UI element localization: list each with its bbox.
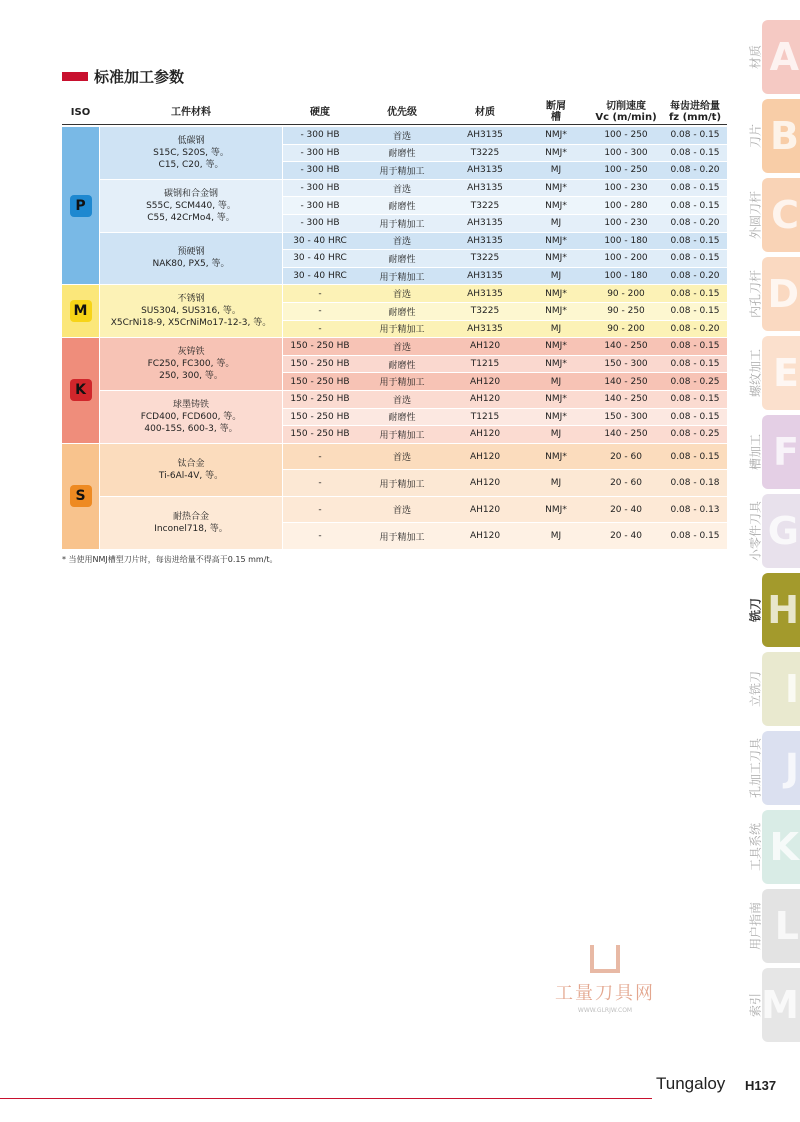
side-tab-label-text: 工具系统 xyxy=(748,822,763,872)
cell-vc: 150 - 300 xyxy=(604,359,648,370)
cell-chipbreaker: NMJ* xyxy=(545,130,567,141)
footnote: * 当使用NMJ槽型刀片时，每齿进给量不得高于0.15 mm/t。 xyxy=(62,555,278,564)
cell-hardness: 150 - 250 HB xyxy=(290,359,350,370)
iso-cell xyxy=(62,338,99,444)
material-line: 碳钢和合金钢 xyxy=(163,188,218,199)
side-tab-letter: D xyxy=(767,272,799,316)
cell-chipbreaker: MJ xyxy=(550,218,562,229)
cell-fz: 0.08 - 0.20 xyxy=(670,218,720,229)
side-tab-label[interactable] xyxy=(735,494,775,568)
cell-priority: 用于精加工 xyxy=(379,430,425,441)
material-line: SUS304, SUS316, 等。 xyxy=(141,306,241,317)
material-line: NAK80, PX5, 等。 xyxy=(152,259,230,270)
cell-priority: 首选 xyxy=(392,131,411,142)
cell-chipbreaker: NMJ* xyxy=(545,183,567,194)
cell-priority: 用于精加工 xyxy=(379,378,425,389)
cell-grade: AH3135 xyxy=(467,271,503,282)
side-tab-label-text: 槽加工 xyxy=(748,433,763,471)
cell-hardness: 30 - 40 HRC xyxy=(293,271,347,282)
cell-grade: AH120 xyxy=(469,429,501,440)
cell-fz: 0.08 - 0.15 xyxy=(670,200,720,211)
cell-grade: AH3135 xyxy=(467,218,503,229)
material-line: FC250, FC300, 等。 xyxy=(147,359,235,370)
cell-vc: 100 - 300 xyxy=(604,147,648,158)
table-row xyxy=(283,127,727,145)
cell-chipbreaker: MJ xyxy=(550,323,562,334)
cell-chipbreaker: NMJ* xyxy=(545,451,567,462)
cell-fz: 0.08 - 0.15 xyxy=(670,288,720,299)
material-cell xyxy=(100,338,282,391)
header-hardness: 硬度 xyxy=(310,106,330,118)
cell-vc: 100 - 280 xyxy=(604,200,648,211)
cell-grade: T1215 xyxy=(470,411,500,422)
cell-hardness: 150 - 250 HB xyxy=(290,341,350,352)
cell-vc: 140 - 250 xyxy=(604,429,648,440)
material-line: 低碳钢 xyxy=(177,135,205,146)
cell-chipbreaker: NMJ* xyxy=(545,200,567,211)
side-tab-label-text: 索引 xyxy=(748,992,763,1018)
table-row xyxy=(283,356,727,374)
cell-vc: 150 - 300 xyxy=(604,411,648,422)
page-number: H137 xyxy=(745,1078,777,1093)
cell-grade: AH3135 xyxy=(467,323,503,334)
side-tab-letter: A xyxy=(769,35,799,79)
table-row xyxy=(283,373,727,391)
cell-vc: 20 - 40 xyxy=(610,504,642,515)
cell-chipbreaker: NMJ* xyxy=(545,253,567,264)
material-line: 灰铸铁 xyxy=(177,347,205,358)
material-cell xyxy=(100,497,282,550)
cell-fz: 0.08 - 0.13 xyxy=(670,504,720,515)
cell-chipbreaker: NMJ* xyxy=(545,341,567,352)
header-chipbreaker: 断屑 槽 xyxy=(546,101,566,123)
cell-priority: 用于精加工 xyxy=(379,532,425,543)
cell-vc: 140 - 250 xyxy=(604,394,648,405)
cell-grade: AH120 xyxy=(469,451,501,462)
table-row xyxy=(283,145,727,163)
cell-fz: 0.08 - 0.25 xyxy=(670,429,720,440)
cell-chipbreaker: NMJ* xyxy=(545,147,567,158)
material-line: 球墨铸铁 xyxy=(172,399,209,410)
cell-hardness: - xyxy=(318,531,322,542)
side-tab-letter: I xyxy=(784,667,799,711)
side-tab-letter: F xyxy=(773,430,799,474)
side-tab-label-text: 材质 xyxy=(748,44,763,70)
cell-priority: 首选 xyxy=(392,184,411,195)
cell-grade: AH3135 xyxy=(467,183,503,194)
table-row xyxy=(283,426,727,444)
header-priority: 优先级 xyxy=(387,106,417,118)
iso-badge-m: M xyxy=(70,300,92,322)
cell-hardness: - 300 HB xyxy=(300,165,340,176)
cell-hardness: - 300 HB xyxy=(300,130,340,141)
cell-vc: 100 - 180 xyxy=(604,271,648,282)
cell-grade: T3225 xyxy=(470,306,500,317)
cell-priority: 用于精加工 xyxy=(379,166,425,177)
cell-chipbreaker: NMJ* xyxy=(545,411,567,422)
cell-fz: 0.08 - 0.15 xyxy=(670,147,720,158)
side-tab-letter: G xyxy=(767,509,799,553)
side-tab-letter: L xyxy=(774,904,799,948)
side-tab-letter: E xyxy=(773,351,799,395)
cell-vc: 90 - 250 xyxy=(607,306,645,317)
cell-priority: 耐磨性 xyxy=(388,360,416,371)
cell-hardness: 150 - 250 HB xyxy=(290,411,350,422)
material-cell xyxy=(100,444,282,497)
cell-priority: 耐磨性 xyxy=(388,413,416,424)
watermark-text: 工量刀具网 xyxy=(555,983,655,1004)
cell-grade: T1215 xyxy=(470,359,500,370)
cell-grade: T3225 xyxy=(470,253,500,264)
cell-vc: 100 - 250 xyxy=(604,165,648,176)
header-material: 工件材料 xyxy=(171,106,211,118)
cell-vc: 100 - 230 xyxy=(604,183,648,194)
cell-priority: 首选 xyxy=(392,237,411,248)
table-row xyxy=(283,523,727,550)
cell-chipbreaker: NMJ* xyxy=(545,394,567,405)
title-accent-bar xyxy=(62,72,88,81)
side-tab-label[interactable] xyxy=(735,810,775,884)
cell-priority: 首选 xyxy=(392,453,411,464)
side-tab-label[interactable] xyxy=(735,889,775,963)
material-line: X5CrNi18-9, X5CrNiMo17-12-3, 等。 xyxy=(110,318,272,329)
table-row xyxy=(283,321,727,339)
cell-priority: 耐磨性 xyxy=(388,149,416,160)
cell-vc: 140 - 250 xyxy=(604,376,648,387)
cell-chipbreaker: NMJ* xyxy=(545,504,567,515)
watermark xyxy=(530,945,680,1014)
cell-vc: 100 - 230 xyxy=(604,218,648,229)
material-line: 耐热合金 xyxy=(172,511,209,522)
cell-grade: T3225 xyxy=(470,147,500,158)
cell-vc: 20 - 40 xyxy=(610,531,642,542)
cell-hardness: 30 - 40 HRC xyxy=(293,253,347,264)
material-line: 预硬钢 xyxy=(177,247,205,258)
cell-hardness: - xyxy=(318,504,322,515)
cell-fz: 0.08 - 0.20 xyxy=(670,271,720,282)
material-line: S55C, SCM440, 等。 xyxy=(146,200,236,211)
cell-vc: 90 - 200 xyxy=(607,288,645,299)
cell-fz: 0.08 - 0.15 xyxy=(670,451,720,462)
cell-fz: 0.08 - 0.18 xyxy=(670,478,720,489)
cell-grade: AH120 xyxy=(469,531,501,542)
cell-grade: AH120 xyxy=(469,341,501,352)
section-title xyxy=(62,66,184,86)
side-tab-label[interactable] xyxy=(735,968,775,1042)
cell-fz: 0.08 - 0.15 xyxy=(670,183,720,194)
side-tab-label[interactable] xyxy=(735,652,775,726)
side-tab-label-text: 螺纹加工 xyxy=(748,348,763,398)
cell-priority: 用于精加工 xyxy=(379,479,425,490)
cell-priority: 耐磨性 xyxy=(388,254,416,265)
cell-fz: 0.08 - 0.20 xyxy=(670,165,720,176)
side-tab-label[interactable] xyxy=(735,178,775,252)
cell-priority: 首选 xyxy=(392,395,411,406)
material-cell xyxy=(100,391,282,444)
cell-fz: 0.08 - 0.15 xyxy=(670,531,720,542)
material-cell xyxy=(100,285,282,338)
iso-badge-k: K xyxy=(70,379,92,401)
cell-hardness: 150 - 250 HB xyxy=(290,376,350,387)
table-row xyxy=(283,285,727,303)
cell-grade: AH120 xyxy=(469,504,501,515)
cell-grade: T3225 xyxy=(470,200,500,211)
cell-chipbreaker: NMJ* xyxy=(545,306,567,317)
cell-hardness: - 300 HB xyxy=(300,183,340,194)
table-row xyxy=(283,444,727,471)
cell-chipbreaker: MJ xyxy=(550,165,562,176)
cell-hardness: - xyxy=(318,478,322,489)
cell-grade: AH3135 xyxy=(467,165,503,176)
side-tab-label-text: 刀片 xyxy=(748,123,763,149)
side-tab-label-text: 小零件刀具 xyxy=(748,500,763,562)
side-tab-label[interactable] xyxy=(735,573,775,647)
side-tab-letter: J xyxy=(784,746,799,790)
section-title-text: 标准加工参数 xyxy=(94,67,185,86)
cell-fz: 0.08 - 0.25 xyxy=(670,376,720,387)
cell-vc: 100 - 200 xyxy=(604,253,648,264)
material-line: 钛合金 xyxy=(177,458,205,469)
side-tab-letter: K xyxy=(769,825,799,869)
cell-hardness: - 300 HB xyxy=(300,218,340,229)
cell-grade: AH3135 xyxy=(467,130,503,141)
cell-chipbreaker: MJ xyxy=(550,429,562,440)
footer-brand: Tungaloy xyxy=(656,1074,726,1093)
material-line: 250, 300, 等。 xyxy=(159,371,223,382)
header-fz: 每齿进给量 fz (mm/t) xyxy=(668,101,722,123)
material-line: C15, C20, 等。 xyxy=(158,159,224,170)
table-row xyxy=(283,497,727,524)
cell-fz: 0.08 - 0.20 xyxy=(670,323,720,334)
header-vc: 切削速度 Vc (m/min) xyxy=(595,101,657,123)
table-row xyxy=(283,180,727,198)
table-row xyxy=(283,409,727,427)
table-row xyxy=(283,215,727,233)
side-tab-label-text: 立铣刀 xyxy=(748,670,763,708)
cell-priority: 首选 xyxy=(392,290,411,301)
side-tab-label[interactable] xyxy=(735,336,775,410)
iso-cell xyxy=(62,444,99,550)
side-tab-letter: H xyxy=(767,588,799,632)
cell-vc: 90 - 200 xyxy=(607,323,645,334)
cell-chipbreaker: MJ xyxy=(550,376,562,387)
cell-hardness: - xyxy=(318,288,322,299)
side-tab-label[interactable] xyxy=(735,20,775,94)
material-line: Ti-6Al-4V, 等。 xyxy=(158,470,224,481)
cell-grade: AH120 xyxy=(469,478,501,489)
side-tab-label-text: 外圆刀杆 xyxy=(748,190,763,240)
side-tab-label[interactable] xyxy=(735,257,775,331)
iso-badge-s: S xyxy=(70,485,92,507)
cell-fz: 0.08 - 0.15 xyxy=(670,411,720,422)
cell-fz: 0.08 - 0.15 xyxy=(670,394,720,405)
side-tab-letter: M xyxy=(761,983,799,1027)
table-row xyxy=(283,250,727,268)
cell-chipbreaker: NMJ* xyxy=(545,359,567,370)
cell-vc: 140 - 250 xyxy=(604,341,648,352)
iso-cell xyxy=(62,127,99,285)
cell-priority: 用于精加工 xyxy=(379,325,425,336)
table-row xyxy=(283,303,727,321)
side-tab-label-text: 孔加工刀具 xyxy=(748,737,763,799)
header-grade: 材质 xyxy=(475,106,495,118)
header-rule xyxy=(62,124,727,125)
cell-hardness: - xyxy=(318,306,322,317)
cell-hardness: - xyxy=(318,323,322,334)
table-row xyxy=(283,197,727,215)
cell-vc: 20 - 60 xyxy=(610,451,642,462)
watermark-url: WWW.GLRJW.COM xyxy=(577,1007,633,1014)
cell-fz: 0.08 - 0.15 xyxy=(670,235,720,246)
cell-priority: 首选 xyxy=(392,342,411,353)
cell-chipbreaker: NMJ* xyxy=(545,235,567,246)
cell-priority: 耐磨性 xyxy=(388,307,416,318)
material-line: 400-15S, 600-3, 等。 xyxy=(144,423,238,434)
cell-hardness: - 300 HB xyxy=(300,200,340,211)
table-header xyxy=(62,98,727,126)
cell-chipbreaker: MJ xyxy=(550,478,562,489)
side-tab-letter: B xyxy=(770,114,799,158)
iso-badge-p: P xyxy=(70,195,92,217)
cell-fz: 0.08 - 0.15 xyxy=(670,253,720,264)
footer-rule xyxy=(0,1098,652,1099)
cell-priority: 耐磨性 xyxy=(388,202,416,213)
material-cell xyxy=(100,233,282,286)
material-line: Inconel718, 等。 xyxy=(154,523,228,534)
iso-cell xyxy=(62,285,99,338)
side-tab-label[interactable] xyxy=(735,731,775,805)
cell-hardness: 150 - 250 HB xyxy=(290,394,350,405)
table-row xyxy=(283,233,727,251)
cell-hardness: - 300 HB xyxy=(300,147,340,158)
cell-hardness: 30 - 40 HRC xyxy=(293,235,347,246)
cell-grade: AH120 xyxy=(469,394,501,405)
material-line: 不锈钢 xyxy=(177,294,205,305)
table-row xyxy=(283,338,727,356)
table-row xyxy=(283,391,727,409)
cell-grade: AH120 xyxy=(469,376,501,387)
cell-hardness: 150 - 250 HB xyxy=(290,429,350,440)
side-tab-letter: C xyxy=(771,193,799,237)
side-tab-label[interactable] xyxy=(735,99,775,173)
header-iso: ISO xyxy=(70,106,91,118)
material-line: FCD400, FCD600, 等。 xyxy=(140,411,242,422)
cell-fz: 0.08 - 0.15 xyxy=(670,306,720,317)
cell-hardness: - xyxy=(318,451,322,462)
cell-chipbreaker: MJ xyxy=(550,531,562,542)
cell-vc: 20 - 60 xyxy=(610,478,642,489)
material-line: C55, 42CrMo4, 等。 xyxy=(147,212,235,223)
cell-fz: 0.08 - 0.15 xyxy=(670,130,720,141)
table-row xyxy=(283,162,727,180)
material-cell xyxy=(100,127,282,180)
table-row xyxy=(283,268,727,286)
cell-priority: 用于精加工 xyxy=(379,272,425,283)
side-tab-label[interactable] xyxy=(735,415,775,489)
cell-chipbreaker: MJ xyxy=(550,271,562,282)
cell-vc: 100 - 180 xyxy=(604,235,648,246)
cell-grade: AH3135 xyxy=(467,288,503,299)
side-tab-label-text: 用户指南 xyxy=(748,901,763,951)
cell-fz: 0.08 - 0.15 xyxy=(670,341,720,352)
cell-fz: 0.08 - 0.15 xyxy=(670,359,720,370)
side-tab-label-text: 内孔刀杆 xyxy=(748,269,763,319)
table-row xyxy=(283,470,727,497)
material-cell xyxy=(100,180,282,233)
cell-priority: 用于精加工 xyxy=(379,219,425,230)
material-line: S15C, S20S, 等。 xyxy=(153,147,229,158)
watermark-logo-icon xyxy=(590,945,620,973)
side-tab-label-text: 铣刀 xyxy=(748,597,763,623)
cell-priority: 首选 xyxy=(392,506,411,517)
cutting-conditions-table xyxy=(62,127,727,547)
cell-grade: AH3135 xyxy=(467,235,503,246)
cell-chipbreaker: NMJ* xyxy=(545,288,567,299)
cell-vc: 100 - 250 xyxy=(604,130,648,141)
